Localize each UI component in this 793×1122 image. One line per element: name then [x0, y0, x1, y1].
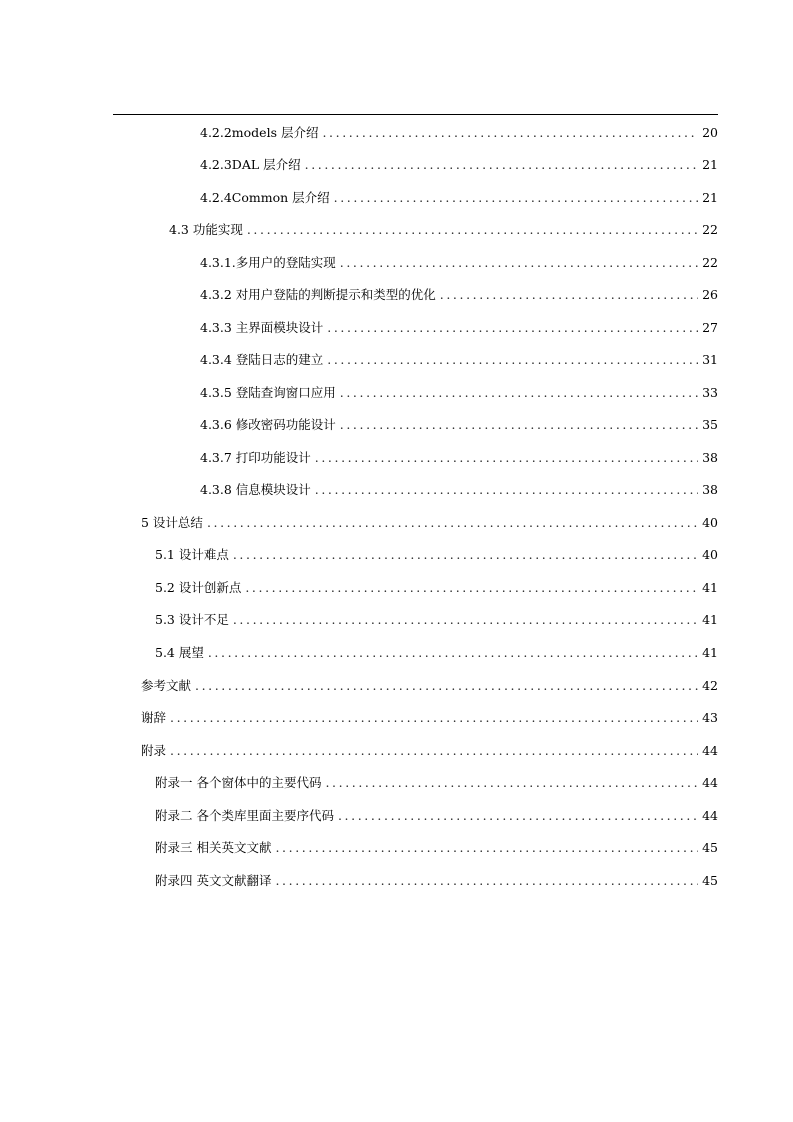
toc-entry[interactable] — [200, 188, 718, 208]
toc-leader-dots — [315, 480, 698, 500]
toc-entry-label: 5.2 设计创新点 — [155, 580, 242, 595]
toc-entry[interactable] — [141, 708, 718, 728]
header-rule — [113, 114, 718, 115]
toc-entry[interactable] — [200, 383, 718, 403]
toc-page-number: 44 — [702, 743, 718, 758]
toc-leader-dots — [233, 610, 698, 630]
toc-entry[interactable] — [155, 610, 718, 630]
toc-entry-label: 4.3.4 登陆日志的建立 — [200, 352, 324, 367]
toc-entry-label: 附录 — [141, 743, 167, 758]
toc-leader-dots — [275, 871, 698, 891]
toc-entry-label: 4.3 功能实现 — [169, 222, 243, 237]
toc-leader-dots — [275, 838, 698, 858]
toc-page-number: 44 — [702, 775, 718, 790]
toc-entry[interactable] — [200, 448, 718, 468]
toc-page-number: 22 — [702, 255, 718, 270]
toc-leader-dots — [340, 383, 698, 403]
toc-entry[interactable] — [200, 285, 718, 305]
toc-entry-label: 4.3.1.多用户的登陆实现 — [200, 255, 336, 270]
toc-entry-label: 4.2.2models 层介绍 — [200, 125, 319, 140]
toc-page-number: 27 — [702, 320, 718, 335]
toc-entry[interactable] — [155, 545, 718, 565]
toc-page-number: 40 — [702, 515, 718, 530]
toc-entry[interactable] — [200, 415, 718, 435]
toc-page-number: 21 — [702, 190, 718, 205]
toc-entry[interactable] — [155, 773, 718, 793]
toc-entry-label: 附录二 各个类库里面主要序代码 — [155, 808, 334, 823]
toc-entry[interactable] — [200, 123, 718, 143]
toc-page-number: 41 — [702, 645, 718, 660]
toc-leader-dots — [207, 513, 698, 533]
toc-entry-label: 附录四 英文文献翻译 — [155, 873, 272, 888]
toc-leader-dots — [338, 806, 698, 826]
toc-leader-dots — [334, 188, 698, 208]
toc-entry-label: 附录三 相关英文文献 — [155, 840, 272, 855]
toc-leader-dots — [340, 253, 698, 273]
toc-page-number: 22 — [702, 222, 718, 237]
toc-leader-dots — [340, 415, 698, 435]
toc-page-number: 41 — [702, 580, 718, 595]
toc-page-number: 40 — [702, 547, 718, 562]
toc-entry-label: 5.3 设计不足 — [155, 612, 229, 627]
toc-entry-label: 4.2.3DAL 层介绍 — [200, 157, 301, 172]
toc-entry[interactable] — [155, 871, 718, 891]
toc-entry[interactable] — [200, 480, 718, 500]
toc-entry[interactable] — [155, 838, 718, 858]
toc-entry[interactable] — [155, 578, 718, 598]
toc-entry[interactable] — [200, 253, 718, 273]
toc-page-number: 45 — [702, 873, 718, 888]
toc-entry[interactable] — [141, 741, 718, 761]
toc-leader-dots — [325, 773, 698, 793]
toc-entry-label: 谢辞 — [141, 710, 167, 725]
toc-page-number: 26 — [702, 287, 718, 302]
toc-entry-label: 参考文献 — [141, 678, 192, 693]
toc-entry[interactable] — [200, 350, 718, 370]
toc-leader-dots — [170, 741, 698, 761]
toc-entry-label: 4.3.2 对用户登陆的判断提示和类型的优化 — [200, 287, 436, 302]
toc-entry[interactable] — [141, 676, 718, 696]
toc-page-number: 21 — [702, 157, 718, 172]
toc-leader-dots — [233, 545, 698, 565]
toc-entry-label: 4.3.3 主界面模块设计 — [200, 320, 324, 335]
toc-leader-dots — [305, 155, 698, 175]
toc-page-number: 35 — [702, 417, 718, 432]
toc-leader-dots — [440, 285, 698, 305]
toc-leader-dots — [322, 123, 698, 143]
toc-leader-dots — [208, 643, 698, 663]
toc-leader-dots — [245, 578, 698, 598]
toc-leader-dots — [195, 676, 698, 696]
toc-page-number: 38 — [702, 450, 718, 465]
toc-entry-label: 附录一 各个窗体中的主要代码 — [155, 775, 322, 790]
toc-entry[interactable] — [200, 318, 718, 338]
toc-entry-label: 4.3.7 打印功能设计 — [200, 450, 311, 465]
toc-leader-dots — [327, 318, 698, 338]
toc-entry[interactable] — [200, 155, 718, 175]
toc-entry[interactable] — [155, 806, 718, 826]
toc-entry[interactable] — [141, 513, 718, 533]
toc-page-number: 33 — [702, 385, 718, 400]
toc-page-number: 43 — [702, 710, 718, 725]
toc-page-number: 38 — [702, 482, 718, 497]
toc-page-number: 20 — [702, 125, 718, 140]
toc-entry-label: 4.3.6 修改密码功能设计 — [200, 417, 336, 432]
toc-page-number: 45 — [702, 840, 718, 855]
toc-entry[interactable] — [169, 220, 718, 240]
toc-entry[interactable] — [155, 643, 718, 663]
toc-page-number: 31 — [702, 352, 718, 367]
toc-entry-label: 5.1 设计难点 — [155, 547, 229, 562]
toc-entry-label: 4.3.8 信息模块设计 — [200, 482, 311, 497]
toc-page-number: 42 — [702, 678, 718, 693]
toc-entry-label: 4.2.4Common 层介绍 — [200, 190, 330, 205]
toc-leader-dots — [315, 448, 698, 468]
toc-entry-label: 5 设计总结 — [141, 515, 203, 530]
toc-page-number: 41 — [702, 612, 718, 627]
toc-page-number: 44 — [702, 808, 718, 823]
toc-entry-label: 4.3.5 登陆查询窗口应用 — [200, 385, 336, 400]
toc-leader-dots — [247, 220, 698, 240]
toc-entry-label: 5.4 展望 — [155, 645, 204, 660]
toc-leader-dots — [170, 708, 698, 728]
toc-leader-dots — [327, 350, 698, 370]
